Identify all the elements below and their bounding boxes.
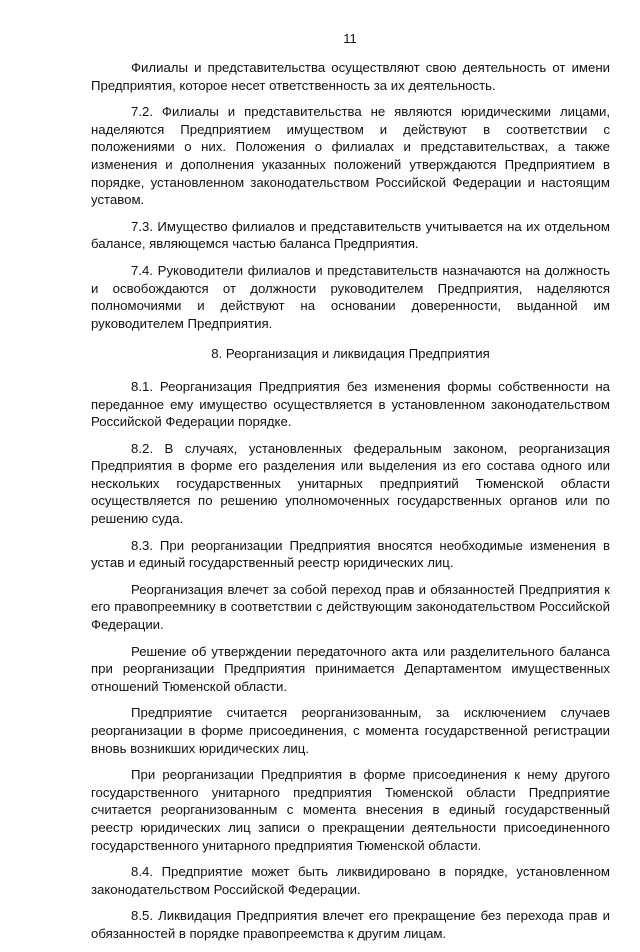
paragraph-8-3-reorganized-moment: Предприятие считается реорганизованным, за исключением случаев реорганизации в форме присоединения, с момента государственной регистрации вновь возникших юридических лиц. bbox=[91, 705, 610, 756]
paragraph-branches-intro: Филиалы и представительства осуществляют свою деятельность от имени Предприятия, которое несет ответственность за их деятельность. bbox=[91, 60, 610, 93]
section-8-heading: 8. Реорганизация и ликвидация Предприятия bbox=[211, 346, 490, 362]
paragraph-7-2: 7.2. Филиалы и представительства не являются юридическими лицами, наделяются Предприятием имуществом и действуют в соответствии с положениями о них. Положения о филиалах и представительствах, а также изменения и дополнения указанных положений утверждаются Предприятием в порядке, установленном законодательством Российской Федерации и настоящим уставом. bbox=[91, 104, 610, 208]
document-body bbox=[91, 59, 610, 952]
paragraph-8-2: 8.2. В случаях, установленных федеральным законом, реорганизация Предприятия в форме его разделения или выделения из его состава одного или нескольких государственных унитарных предприятий Тюменской области осуществляется по решению уполномоченных государственных органов или по решению суда. bbox=[91, 440, 610, 527]
paragraph-8-3-merger: При реорганизации Предприятия в форме присоединения к нему другого государственного унитарного предприятия Тюменской области Предприятие считается реорганизованным с момента внесения в единый государственный реестр юридических лиц записи о прекращении деятельности присоединенного государственного унитарного предприятия Тюменской области. bbox=[91, 767, 610, 853]
paragraph-8-1: 8.1. Реорганизация Предприятия без изменения формы собственности на переданное ему имущество осуществляется в установленном законодательством Российской Федерации порядке. bbox=[91, 378, 610, 430]
page-number: 11 bbox=[343, 31, 357, 46]
paragraph-8-3-succession: Реорганизация влечет за собой переход прав и обязанностей Предприятия к его правопреемнику в соответствии с действующим законодательством Российской Федерации. bbox=[91, 581, 610, 633]
paragraph-7-4: 7.4. Руководители филиалов и представительств назначаются на должность и освобождаются от должности руководителем Предприятия, наделяются полномочиями и действуют на основании доверенности, выданной им руководителем Предприятия. bbox=[91, 262, 610, 331]
paragraph-7-3: 7.3. Имущество филиалов и представительств учитывается на их отдельном балансе, являющемся частью баланса Предприятия. bbox=[91, 218, 610, 252]
paragraph-8-3: 8.3. При реорганизации Предприятия вносятся необходимые изменения в устав и единый государственный реестр юридических лиц. bbox=[91, 537, 610, 571]
paragraph-8-3-transfer-act: Решение об утверждении передаточного акта или разделительного баланса при реорганизации Предприятия принимается Департаментом имущественных отношений Тюменской области. bbox=[91, 643, 610, 694]
paragraph-8-4: 8.4. Предприятие может быть ликвидировано в порядке, установленном законодательством Российской Федерации. bbox=[91, 864, 610, 897]
paragraph-8-5: 8.5. Ликвидация Предприятия влечет его прекращение без перехода прав и обязанностей в порядке правопреемства к другим лицам. bbox=[91, 908, 610, 941]
